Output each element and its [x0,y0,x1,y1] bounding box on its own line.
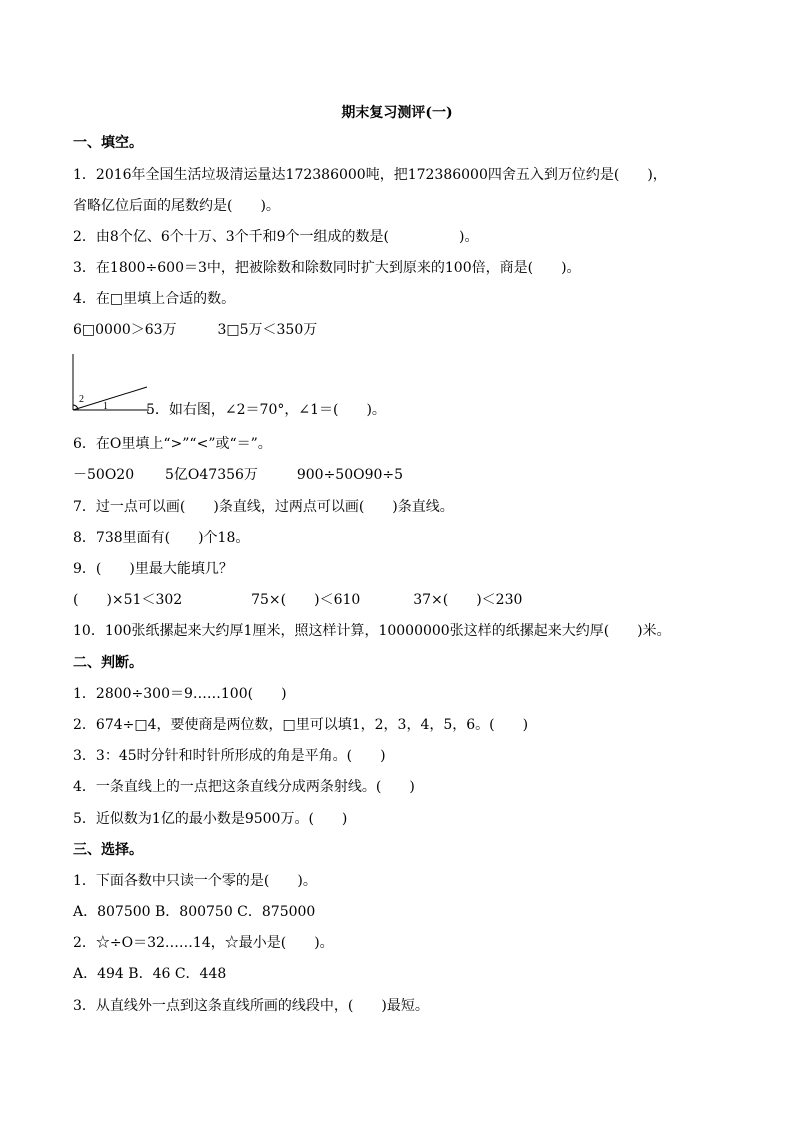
choice-q3: 3．从直线外一点到这条直线所画的线段中，( )最短。 [73,998,429,1014]
fill-q9-item-3: 37×( )＜230 [413,592,523,608]
fill-q10: 10．100张纸摞起来大约厚1厘米，照这样计算，10000000张这样的纸摞起来大约厚( )米。 [73,623,671,639]
fill-q4-item-2: 3□5万＜350万 [217,322,318,338]
section-fill-heading: 一、填空。 [73,135,143,151]
fill-q9: 9．( )里最大能填几？ [73,561,233,577]
judge-q1: 1．2800÷300＝9……100( ) [73,686,287,702]
choice-q2: 2．☆÷O＝32……14，☆最小是( )。 [73,935,334,951]
choice-q1-options: A．807500 B．800750 C．875000 [73,904,316,920]
fill-q5: 5．如右图，∠2＝70°，∠1＝( )。 [146,402,386,418]
fill-q9-items [73,590,522,610]
page-title: 期末复习测评(一) [341,105,453,121]
fill-q4-item-1: 6□0000＞63万 [73,322,177,338]
fill-q6-item-1: －50O20 [73,467,135,483]
judge-q3: 3．3：45时分针和时针所形成的角是平角。( ) [73,748,386,764]
fill-q9-item-1: ( )×51＜302 [73,592,183,608]
judge-q5: 5．近似数为1亿的最小数是9500万。( ) [73,811,348,827]
fill-q6-items [73,465,403,485]
section-choice-heading: 三、选择。 [73,842,143,858]
choice-q2-options: A．494 B．46 C．448 [73,966,227,982]
angle-2-label: 2 [79,394,84,405]
fill-q6: 6．在O里填上“>”“<”或“＝”。 [73,436,272,452]
fill-q4-items [73,320,317,340]
judge-q2: 2．674÷□4，要使商是两位数，□里可以填1，2，3，4，5，6。( ) [73,717,529,733]
fill-q6-item-3: 900÷50O90÷5 [296,467,404,483]
fill-q9-item-2: 75×( )＜610 [251,592,361,608]
judge-q4: 4．一条直线上的一点把这条直线分成两条射线。( ) [73,779,415,795]
angle-1-label: 1 [103,401,108,412]
fill-q1-line1: 1．2016年全国生活垃圾清运量达172386000吨，把172386000四舍五入到万位约是( )， [73,167,667,183]
fill-q4: 4．在□里填上合适的数。 [73,291,236,307]
fill-q3: 3．在1800÷600＝3中，把被除数和除数同时扩大到原来的100倍，商是( )。 [73,260,581,276]
angle-figure [71,354,151,414]
section-judge-heading: 二、判断。 [73,655,143,671]
fill-q1-line2: 省略亿位后面的尾数约是( )。 [73,198,280,214]
fill-q8: 8．738里面有( )个18。 [73,530,250,546]
fill-q6-item-2: 5亿O47356万 [165,467,258,483]
choice-q1: 1．下面各数中只读一个零的是( )。 [73,873,317,889]
fill-q2: 2．由8个亿、6个十万、3个千和9个一组成的数是( )。 [73,229,479,245]
fill-q7: 7．过一点可以画( )条直线，过两点可以画( )条直线。 [73,499,454,515]
